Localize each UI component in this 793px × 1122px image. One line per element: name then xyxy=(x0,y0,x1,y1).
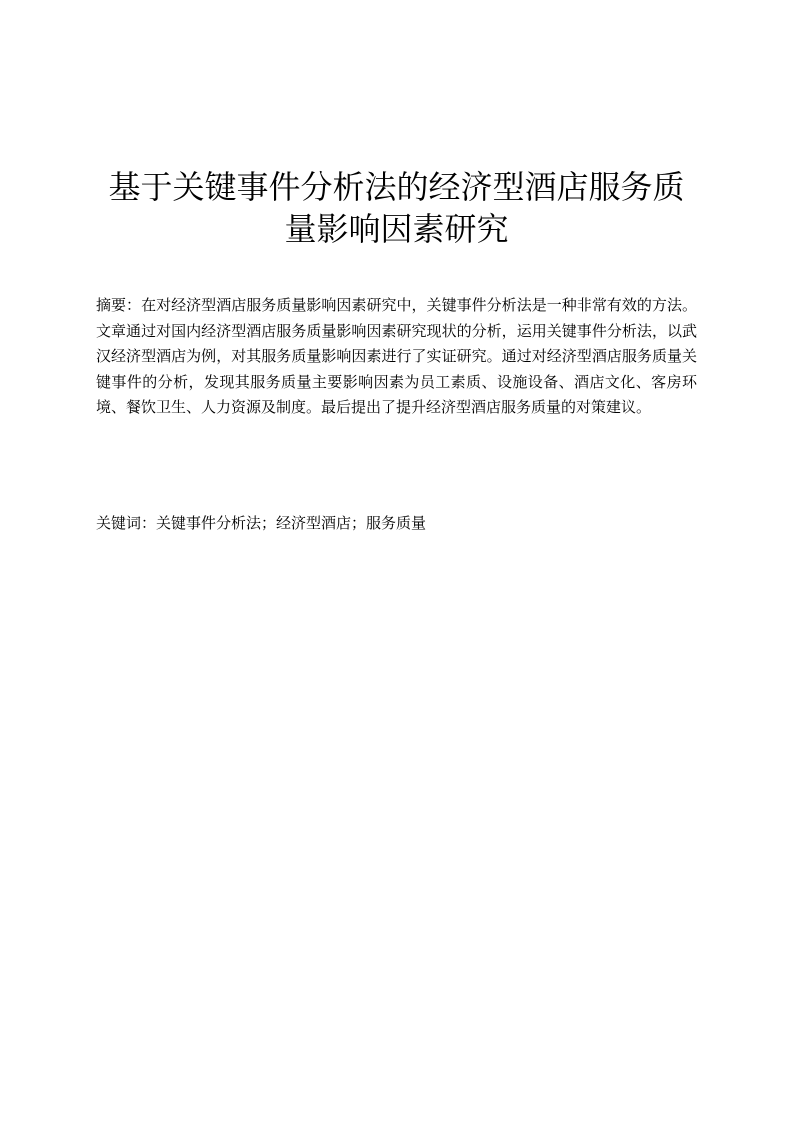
keywords-label: 关键词： xyxy=(96,514,157,532)
title-line-1: 基于关键事件分析法的经济型酒店服务质 xyxy=(108,168,685,206)
title-line-2: 量影响因素研究 xyxy=(284,210,509,248)
document-title xyxy=(96,166,697,250)
abstract-paragraph xyxy=(96,293,697,421)
abstract-text: 在对经济型酒店服务质量影响因素研究中，关键事件分析法是一种非常有效的方法。文章通过对国内经济型酒店服务质量影响因素研究现状的分析，运用关键事件分析法，以武汉经济型酒店为例，对其服务质量影响因素进行了实证研究。通过对经济型酒店服务质量关键事件的分析，发现其服务质量主要影响因素为员工素质、设施设备、酒店文化、客房环境、餐饮卫生、人力资源及制度。最后提出了提升经济型酒店服务质量的对策建议。 xyxy=(96,296,697,417)
keywords-text: 关键事件分析法；经济型酒店；服务质量 xyxy=(156,514,427,532)
keywords-line xyxy=(96,511,697,536)
abstract-label: 摘要： xyxy=(96,296,142,314)
